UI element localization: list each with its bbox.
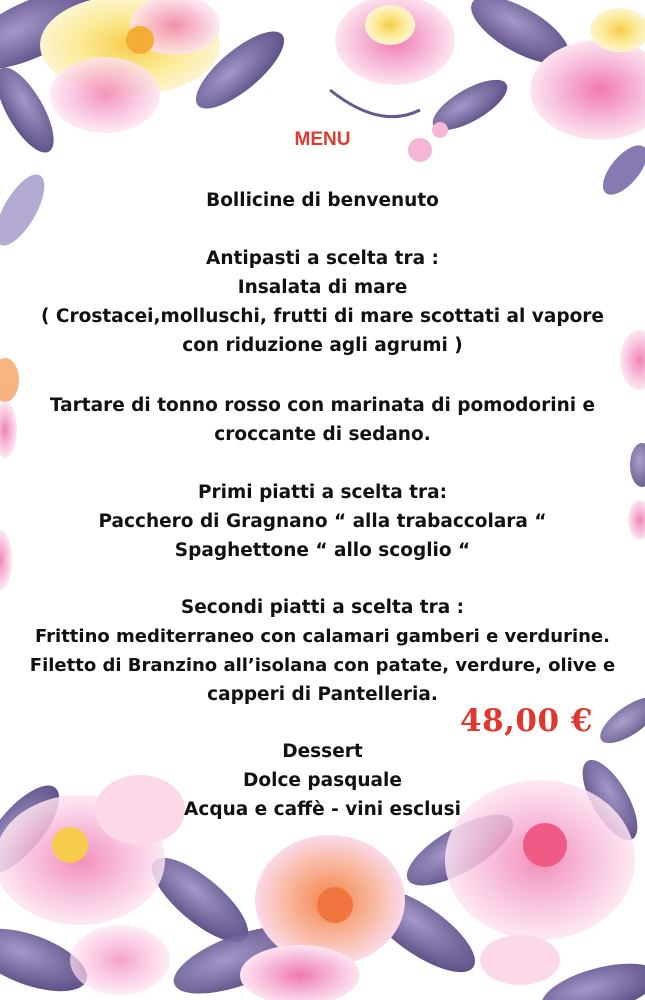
top-right-flowers [330,0,645,202]
dessert-heading: Dessert [282,741,363,762]
antipasti-item-insalata-desc: ( Crostacei,molluschi, frutti di mare scottati al vapore [41,306,604,327]
antipasti-item-insalata-desc: con riduzione agli agrumi ) [182,335,463,356]
secondi-section [0,593,645,709]
secondi-item: Filetto di Branzino all’isolana con patate, verdure, olive e [29,655,616,676]
secondi-item: capperi di Pantelleria. [207,684,438,705]
antipasti-item-insalata: Insalata di mare [237,277,408,298]
welcome-drink: Bollicine di benvenuto [206,190,439,211]
primi-section [0,478,645,565]
menu-price: 48,00 € [460,703,593,739]
tartare-line: Tartare di tonno rosso con marinata di pomodorini e [49,395,596,416]
dessert-item: Acqua e caffè - vini esclusi [184,799,461,820]
tartare-line: croccante di sedano. [214,424,431,445]
secondi-item: Frittino mediterraneo con calamari gamberi e verdurine. [35,626,610,647]
primi-item: Pacchero di Gragnano “ alla trabaccolara “ [98,511,547,532]
menu-title: MENU [294,129,351,150]
dessert-section [0,737,645,824]
primi-item: Spaghettone “ allo scoglio “ [174,540,471,561]
primi-heading: Primi piatti a scelta tra: [197,482,448,503]
antipasti-item-tartare [0,391,645,449]
antipasti-section [0,244,645,360]
secondi-heading: Secondi piatti a scelta tra : [180,597,465,618]
dessert-item: Dolce pasquale [243,770,402,791]
antipasti-heading: Antipasti a scelta tra : [206,248,439,269]
